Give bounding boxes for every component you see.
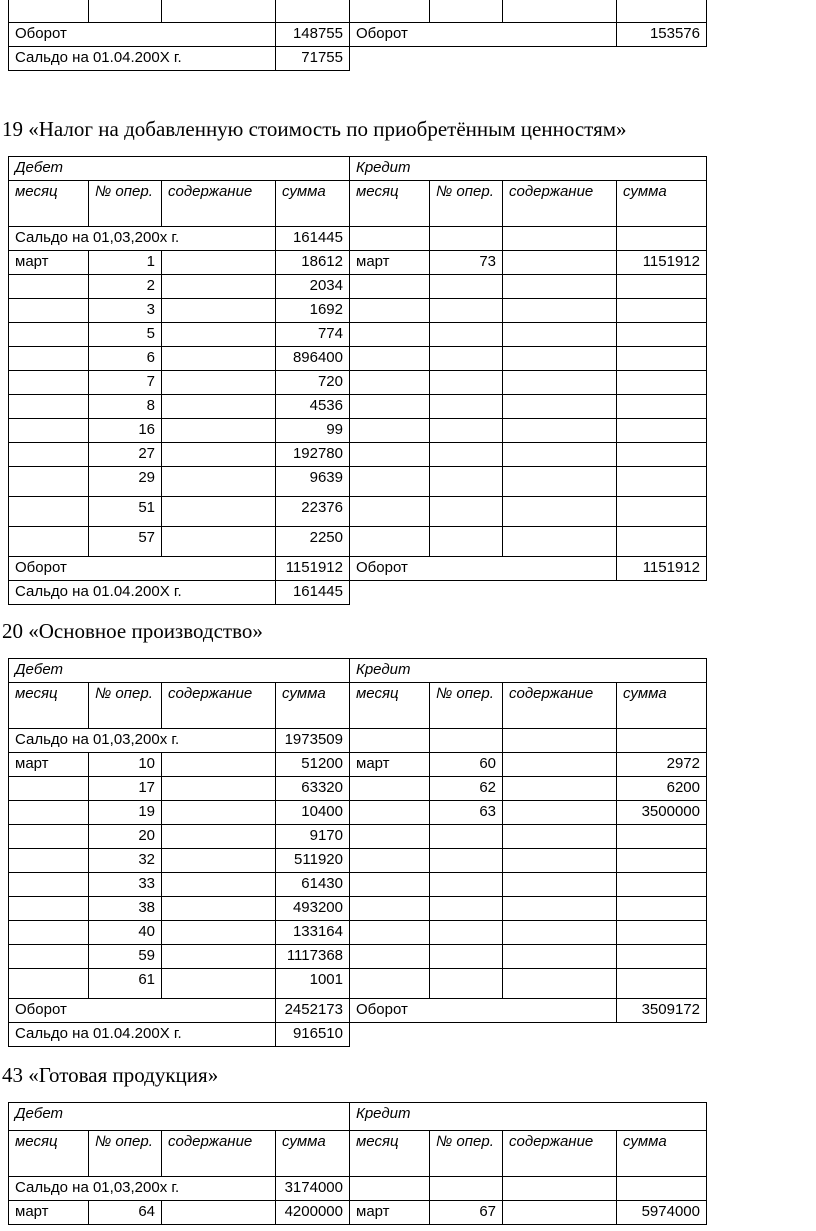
debit-month — [9, 527, 89, 557]
table-row — [9, 921, 707, 945]
credit-op-no: 63 — [430, 801, 503, 825]
table-row — [9, 825, 707, 849]
credit-sum — [617, 527, 707, 557]
turnover-row — [9, 23, 707, 47]
credit-month — [350, 801, 430, 825]
debit-op-no: 33 — [89, 873, 162, 897]
debit-sum: 61430 — [276, 873, 350, 897]
credit-op-no — [430, 299, 503, 323]
credit-header: Кредит — [350, 157, 707, 181]
col-content: содержание — [162, 1131, 276, 1177]
table-row — [9, 467, 707, 497]
table-row — [9, 443, 707, 467]
debit-sum: 720 — [276, 371, 350, 395]
col-month: месяц — [350, 683, 430, 729]
table-row — [9, 251, 707, 275]
opening-value: 3174000 — [276, 1177, 350, 1201]
credit-content — [503, 347, 617, 371]
debit-content — [162, 443, 276, 467]
credit-sum — [617, 945, 707, 969]
credit-month — [350, 347, 430, 371]
account-20-table — [8, 658, 707, 1047]
credit-op-no — [430, 969, 503, 999]
debit-op-no: 38 — [89, 897, 162, 921]
credit-op-no — [430, 323, 503, 347]
credit-content — [503, 945, 617, 969]
credit-op-no — [430, 873, 503, 897]
credit-content — [503, 251, 617, 275]
credit-sum — [617, 347, 707, 371]
table-row — [9, 497, 707, 527]
debit-op-no: 51 — [89, 497, 162, 527]
credit-sum — [617, 395, 707, 419]
table-row — [9, 1201, 707, 1225]
table-row — [9, 801, 707, 825]
debit-sum: 9639 — [276, 467, 350, 497]
debit-content — [162, 753, 276, 777]
col-month: месяц — [350, 181, 430, 227]
credit-sum — [617, 849, 707, 873]
opening-label: Сальдо на 01,03,200х г. — [9, 1177, 276, 1201]
col-content: содержание — [162, 181, 276, 227]
col-sum: сумма — [276, 683, 350, 729]
credit-op-no: 62 — [430, 777, 503, 801]
account-19-table — [8, 156, 707, 605]
credit-month — [350, 443, 430, 467]
turnover-credit: 1151912 — [617, 557, 707, 581]
col-op-no: № опер. — [430, 181, 503, 227]
debit-content — [162, 945, 276, 969]
debit-sum: 133164 — [276, 921, 350, 945]
debit-op-no: 5 — [89, 323, 162, 347]
turnover-row — [9, 557, 707, 581]
debit-sum: 22376 — [276, 497, 350, 527]
credit-sum — [617, 323, 707, 347]
closing-value: 916510 — [276, 1023, 350, 1047]
credit-op-no — [430, 443, 503, 467]
credit-op-no — [430, 275, 503, 299]
debit-sum: 51200 — [276, 753, 350, 777]
table-row — [9, 873, 707, 897]
table-row — [9, 969, 707, 999]
credit-month — [350, 371, 430, 395]
credit-op-no — [430, 921, 503, 945]
debit-month — [9, 347, 89, 371]
debit-op-no: 16 — [89, 419, 162, 443]
credit-month — [350, 497, 430, 527]
opening-label: Сальдо на 01,03,200х г. — [9, 227, 276, 251]
turnover-debit: 148755 — [276, 23, 350, 47]
credit-month — [350, 969, 430, 999]
table-row — [9, 777, 707, 801]
credit-header: Кредит — [350, 659, 707, 683]
col-sum: сумма — [617, 1131, 707, 1177]
debit-content — [162, 969, 276, 999]
debit-month — [9, 443, 89, 467]
debit-content — [162, 299, 276, 323]
credit-content — [503, 801, 617, 825]
col-content: содержание — [503, 1131, 617, 1177]
debit-content — [162, 873, 276, 897]
debit-content — [162, 897, 276, 921]
header-row — [9, 157, 707, 181]
header-row — [9, 659, 707, 683]
debit-op-no: 20 — [89, 825, 162, 849]
column-header-row — [9, 683, 707, 729]
credit-op-no — [430, 467, 503, 497]
table-row — [9, 371, 707, 395]
debit-sum: 2034 — [276, 275, 350, 299]
credit-content — [503, 969, 617, 999]
credit-month — [350, 395, 430, 419]
debit-sum: 10400 — [276, 801, 350, 825]
debit-month — [9, 497, 89, 527]
credit-content — [503, 371, 617, 395]
credit-month: март — [350, 753, 430, 777]
top-table — [8, 0, 707, 71]
credit-sum: 2972 — [617, 753, 707, 777]
debit-content — [162, 825, 276, 849]
debit-month — [9, 323, 89, 347]
credit-content — [503, 419, 617, 443]
opening-value: 1973509 — [276, 729, 350, 753]
turnover-row — [9, 999, 707, 1023]
account-43-table — [8, 1102, 707, 1225]
debit-sum: 2250 — [276, 527, 350, 557]
credit-month — [350, 299, 430, 323]
opening-value: 161445 — [276, 227, 350, 251]
debit-content — [162, 419, 276, 443]
debit-sum: 4536 — [276, 395, 350, 419]
credit-sum — [617, 443, 707, 467]
debit-header: Дебет — [9, 1103, 350, 1131]
credit-op-no — [430, 419, 503, 443]
col-sum: сумма — [617, 181, 707, 227]
credit-sum — [617, 921, 707, 945]
col-op-no: № опер. — [430, 1131, 503, 1177]
credit-sum — [617, 371, 707, 395]
debit-month: март — [9, 753, 89, 777]
credit-month — [350, 323, 430, 347]
debit-op-no: 6 — [89, 347, 162, 371]
debit-sum: 192780 — [276, 443, 350, 467]
col-content: содержание — [503, 683, 617, 729]
col-op-no: № опер. — [89, 1131, 162, 1177]
closing-row — [9, 47, 707, 71]
table-row — [9, 299, 707, 323]
table-row — [9, 897, 707, 921]
debit-month — [9, 801, 89, 825]
debit-month — [9, 921, 89, 945]
debit-content — [162, 323, 276, 347]
credit-sum: 5974000 — [617, 1201, 707, 1225]
credit-sum — [617, 497, 707, 527]
credit-month — [350, 825, 430, 849]
credit-sum — [617, 873, 707, 897]
account-43-title: 43 «Готовая продукция» — [2, 1063, 219, 1087]
credit-sum — [617, 419, 707, 443]
credit-month — [350, 873, 430, 897]
table-row — [9, 527, 707, 557]
col-op-no: № опер. — [430, 683, 503, 729]
opening-row — [9, 1177, 707, 1201]
credit-month — [350, 945, 430, 969]
debit-sum: 99 — [276, 419, 350, 443]
credit-sum — [617, 825, 707, 849]
table-row — [9, 753, 707, 777]
debit-header: Дебет — [9, 157, 350, 181]
debit-month — [9, 371, 89, 395]
debit-op-no: 27 — [89, 443, 162, 467]
debit-op-no: 3 — [89, 299, 162, 323]
table-row — [9, 419, 707, 443]
col-sum: сумма — [617, 683, 707, 729]
debit-op-no: 29 — [89, 467, 162, 497]
header-row — [9, 1103, 707, 1131]
col-content: содержание — [503, 181, 617, 227]
debit-sum: 18612 — [276, 251, 350, 275]
turnover-label: Оборот — [9, 23, 276, 47]
credit-content — [503, 849, 617, 873]
col-sum: сумма — [276, 1131, 350, 1177]
debit-sum: 493200 — [276, 897, 350, 921]
opening-row — [9, 729, 707, 753]
debit-month — [9, 777, 89, 801]
table-row — [9, 0, 707, 23]
col-sum: сумма — [276, 181, 350, 227]
credit-header: Кредит — [350, 1103, 707, 1131]
credit-op-no: 67 — [430, 1201, 503, 1225]
credit-sum: 3500000 — [617, 801, 707, 825]
credit-sum: 1151912 — [617, 251, 707, 275]
table-row — [9, 275, 707, 299]
debit-content — [162, 347, 276, 371]
turnover-label: Оборот — [9, 999, 276, 1023]
debit-sum: 1692 — [276, 299, 350, 323]
debit-content — [162, 371, 276, 395]
debit-sum: 511920 — [276, 849, 350, 873]
debit-content — [162, 497, 276, 527]
account-20-title: 20 «Основное производство» — [2, 619, 263, 643]
debit-op-no: 2 — [89, 275, 162, 299]
debit-op-no: 17 — [89, 777, 162, 801]
credit-content — [503, 467, 617, 497]
debit-month — [9, 419, 89, 443]
credit-content — [503, 497, 617, 527]
debit-op-no: 19 — [89, 801, 162, 825]
credit-month: март — [350, 1201, 430, 1225]
debit-content — [162, 395, 276, 419]
debit-sum: 4200000 — [276, 1201, 350, 1225]
credit-month — [350, 467, 430, 497]
credit-content — [503, 825, 617, 849]
col-month: месяц — [9, 181, 89, 227]
closing-label: Сальдо на 01.04.200Х г. — [9, 581, 276, 605]
closing-row — [9, 1023, 707, 1047]
turnover-label: Оборот — [9, 557, 276, 581]
credit-op-no — [430, 849, 503, 873]
table-row — [9, 395, 707, 419]
credit-month — [350, 777, 430, 801]
credit-month — [350, 897, 430, 921]
table-row — [9, 323, 707, 347]
debit-sum: 63320 — [276, 777, 350, 801]
debit-month — [9, 969, 89, 999]
col-op-no: № опер. — [89, 181, 162, 227]
col-month: месяц — [350, 1131, 430, 1177]
credit-sum — [617, 275, 707, 299]
turnover-label: Оборот — [350, 23, 617, 47]
credit-sum — [617, 299, 707, 323]
credit-op-no: 60 — [430, 753, 503, 777]
credit-month — [350, 921, 430, 945]
debit-header: Дебет — [9, 659, 350, 683]
col-month: месяц — [9, 683, 89, 729]
debit-month — [9, 897, 89, 921]
debit-content — [162, 527, 276, 557]
debit-op-no: 1 — [89, 251, 162, 275]
closing-label: Сальдо на 01.04.200Х г. — [9, 1023, 276, 1047]
credit-content — [503, 299, 617, 323]
credit-month — [350, 275, 430, 299]
credit-op-no: 73 — [430, 251, 503, 275]
debit-op-no: 59 — [89, 945, 162, 969]
opening-label: Сальдо на 01,03,200х г. — [9, 729, 276, 753]
credit-content — [503, 395, 617, 419]
debit-sum: 1001 — [276, 969, 350, 999]
credit-op-no — [430, 347, 503, 371]
debit-op-no: 64 — [89, 1201, 162, 1225]
credit-content — [503, 921, 617, 945]
credit-sum — [617, 467, 707, 497]
debit-op-no: 61 — [89, 969, 162, 999]
credit-sum: 6200 — [617, 777, 707, 801]
debit-month — [9, 873, 89, 897]
debit-sum: 1117368 — [276, 945, 350, 969]
debit-op-no: 57 — [89, 527, 162, 557]
credit-op-no — [430, 945, 503, 969]
turnover-label: Оборот — [350, 999, 617, 1023]
column-header-row — [9, 1131, 707, 1177]
closing-row — [9, 581, 707, 605]
credit-content — [503, 323, 617, 347]
table-row — [9, 347, 707, 371]
debit-month: март — [9, 251, 89, 275]
credit-month: март — [350, 251, 430, 275]
debit-op-no: 7 — [89, 371, 162, 395]
debit-month — [9, 849, 89, 873]
debit-month — [9, 825, 89, 849]
debit-op-no: 8 — [89, 395, 162, 419]
debit-content — [162, 801, 276, 825]
credit-month — [350, 419, 430, 443]
column-header-row — [9, 181, 707, 227]
credit-op-no — [430, 527, 503, 557]
credit-content — [503, 443, 617, 467]
debit-sum: 774 — [276, 323, 350, 347]
credit-content — [503, 777, 617, 801]
account-19-title: 19 «Налог на добавленную стоимость по приобретённым ценностям» — [2, 117, 627, 141]
debit-month — [9, 275, 89, 299]
credit-op-no — [430, 497, 503, 527]
debit-op-no: 40 — [89, 921, 162, 945]
debit-op-no: 10 — [89, 753, 162, 777]
closing-value: 71755 — [276, 47, 350, 71]
debit-month — [9, 945, 89, 969]
credit-sum — [617, 969, 707, 999]
credit-sum — [617, 897, 707, 921]
turnover-credit: 153576 — [617, 23, 707, 47]
debit-sum: 9170 — [276, 825, 350, 849]
debit-content — [162, 849, 276, 873]
credit-content — [503, 275, 617, 299]
closing-value: 161445 — [276, 581, 350, 605]
closing-label: Сальдо на 01.04.200Х г. — [9, 47, 276, 71]
turnover-credit: 3509172 — [617, 999, 707, 1023]
debit-content — [162, 467, 276, 497]
turnover-label: Оборот — [350, 557, 617, 581]
debit-month — [9, 395, 89, 419]
debit-content — [162, 275, 276, 299]
opening-row — [9, 227, 707, 251]
credit-op-no — [430, 897, 503, 921]
col-op-no: № опер. — [89, 683, 162, 729]
debit-sum: 896400 — [276, 347, 350, 371]
credit-month — [350, 849, 430, 873]
credit-content — [503, 753, 617, 777]
turnover-debit: 1151912 — [276, 557, 350, 581]
credit-content — [503, 1201, 617, 1225]
credit-op-no — [430, 825, 503, 849]
debit-content — [162, 251, 276, 275]
debit-month: март — [9, 1201, 89, 1225]
debit-op-no: 32 — [89, 849, 162, 873]
credit-op-no — [430, 371, 503, 395]
credit-op-no — [430, 395, 503, 419]
credit-content — [503, 897, 617, 921]
debit-content — [162, 1201, 276, 1225]
debit-content — [162, 921, 276, 945]
credit-month — [350, 527, 430, 557]
col-content: содержание — [162, 683, 276, 729]
turnover-debit: 2452173 — [276, 999, 350, 1023]
credit-content — [503, 873, 617, 897]
debit-month — [9, 299, 89, 323]
table-row — [9, 945, 707, 969]
credit-content — [503, 527, 617, 557]
debit-month — [9, 467, 89, 497]
col-month: месяц — [9, 1131, 89, 1177]
table-row — [9, 849, 707, 873]
debit-content — [162, 777, 276, 801]
